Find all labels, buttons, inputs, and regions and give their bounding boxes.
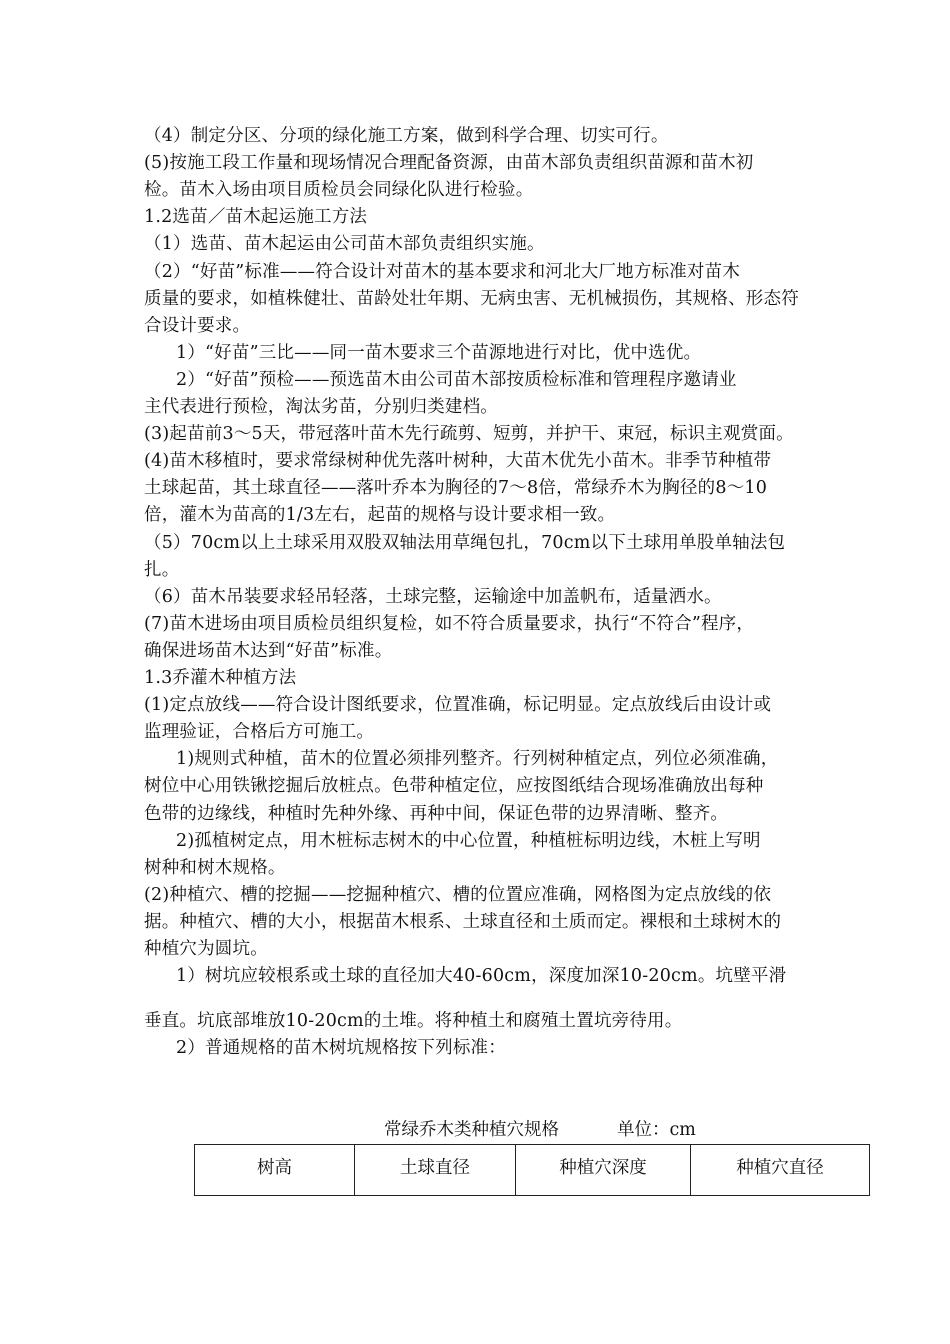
- paragraph-line: 1.3乔灌木种植方法: [144, 668, 297, 688]
- paragraph-line: 1.2选苗／苗木起运施工方法: [144, 207, 368, 227]
- paragraph-line: （6）苗木吊装要求轻吊轻落，土球完整，运输途中加盖帆布，适量洒水。: [144, 587, 722, 607]
- paragraph-line: (3)起苗前3～5天，带冠落叶苗木先行疏剪、短剪，并护干、束冠，标识主观赏面。: [144, 424, 794, 444]
- header-pit-depth: 种植穴深度: [516, 1145, 691, 1196]
- header-root-ball-diameter: 土球直径: [355, 1145, 516, 1196]
- paragraph-line: 质量的要求，如植株健壮、苗龄处壮年期、无病虫害、无机械损伤，其规格、形态符: [144, 289, 799, 309]
- paragraph-line: 扎。: [144, 560, 180, 580]
- paragraph-line: 监理验证，合格后方可施工。: [144, 722, 375, 742]
- paragraph-line: （1）选苗、苗木起运由公司苗木部负责组织实施。: [144, 234, 545, 254]
- table-title: 常绿乔木类种植穴规格: [384, 1120, 559, 1140]
- table-unit: 单位：cm: [617, 1120, 696, 1140]
- table-header-row: [195, 1145, 870, 1196]
- paragraph-line: (1)定点放线——符合设计图纸要求，位置准确，标记明显。定点放线后由设计或: [144, 695, 772, 715]
- paragraph-line: (5)按施工段工作量和现场情况合理配备资源，由苗木部负责组织苗源和苗木初: [144, 153, 754, 173]
- paragraph-line: 1）“好苗”三比——同一苗木要求三个苗源地进行对比，优中选优。: [176, 343, 702, 363]
- planting-pit-spec-table: [194, 1144, 870, 1196]
- paragraph-line: (2)种植穴、槽的挖掘——挖掘种植穴、槽的位置应准确，网格图为定点放线的依: [144, 885, 772, 905]
- paragraph-line: 2)孤植树定点，用木桩标志树木的中心位置，种植桩标明边线，木桩上写明: [176, 831, 761, 851]
- paragraph-line: 据。种植穴、槽的大小，根据苗木根系、土球直径和土质而定。裸根和土球树木的: [144, 912, 782, 932]
- paragraph-line: 1）树坑应较根系或土球的直径加大40-60cm，深度加深10-20cm。坑壁平滑: [176, 966, 787, 986]
- paragraph-line: 2）“好苗”预检——预选苗木由公司苗木部按质检标准和管理程序邀请业: [176, 370, 737, 390]
- paragraph-line: 垂直。坑底部堆放10-20cm的土堆。将种植土和腐殖土置坑旁待用。: [144, 1011, 683, 1031]
- paragraph-line: (4)苗木移植时，要求常绿树种优先落叶树种，大苗木优先小苗木。非季节种植带: [144, 451, 772, 471]
- paragraph-line: 1)规则式种植，苗木的位置必须排列整齐。行列树种植定点，列位必须准确，: [176, 749, 779, 769]
- table-caption: [384, 1116, 696, 1144]
- paragraph-line: 2）普通规格的苗木树坑规格按下列标准：: [176, 1038, 506, 1058]
- paragraph-line: （2）“好苗”标准——符合设计对苗木的基本要求和河北大厂地方标准对苗木: [144, 262, 741, 282]
- paragraph-line: 主代表进行预检，淘汰劣苗，分别归类建档。: [144, 397, 498, 417]
- paragraph-line: 确保进场苗木达到“好苗”标准。: [144, 641, 393, 661]
- header-tree-height: 树高: [195, 1145, 355, 1196]
- paragraph-line: (7)苗木进场由项目质检员组织复检，如不符合质量要求，执行“不符合”程序，: [144, 614, 755, 634]
- paragraph-line: （4）制定分区、分项的绿化施工方案，做到科学合理、切实可行。: [144, 126, 669, 146]
- paragraph-line: 色带的边缘线，种植时先种外缘、再种中间，保证色带的边界清晰、整齐。: [144, 804, 729, 824]
- paragraph-line: 树种和树木规格。: [144, 858, 286, 878]
- paragraph-line: 树位中心用铁锹挖掘后放桩点。色带种植定位，应按图纸结合现场准确放出每种: [144, 776, 764, 796]
- paragraph-line: （5）70cm以上土球采用双股双轴法用草绳包扎，70cm以下土球用单股单轴法包: [144, 533, 786, 553]
- paragraph-line: 倍，灌木为苗高的1/3左右，起苗的规格与设计要求相一致。: [144, 505, 616, 525]
- header-pit-diameter: 种植穴直径: [691, 1145, 870, 1196]
- paragraph-line: 合设计要求。: [144, 316, 251, 336]
- paragraph-line: 检。苗木入场由项目质检员会同绿化队进行检验。: [144, 180, 534, 200]
- paragraph-line: 土球起苗，其土球直径——落叶乔本为胸径的7～8倍，常绿乔木为胸径的8～10: [144, 478, 768, 498]
- paragraph-line: 种植穴为圆坑。: [144, 939, 268, 959]
